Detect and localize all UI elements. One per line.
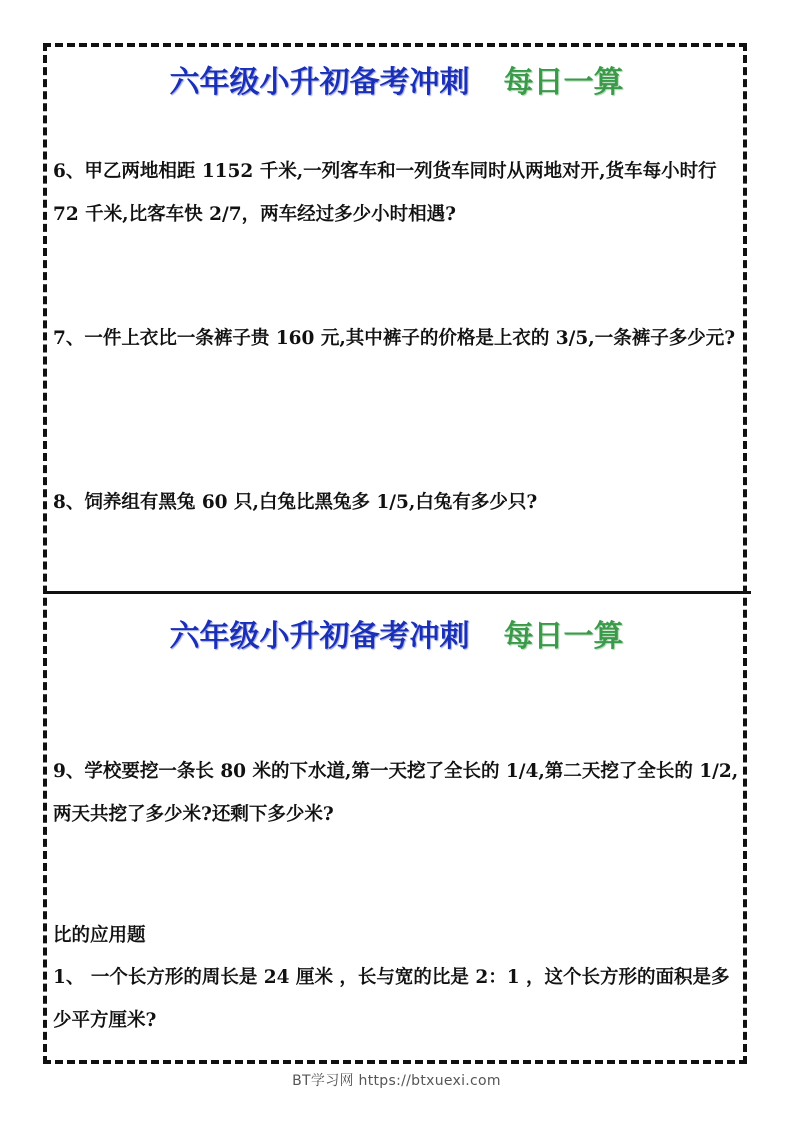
- question-6: 6、甲乙两地相距 1152 千米,一列客车和一列货车同时从两地对开,货车每小时行 72 千米,比客车快 2/7，两车经过多少小时相遇?: [53, 161, 717, 225]
- card1-title-sub: 每日一算: [503, 65, 624, 100]
- question-7: 7、一件上衣比一条裤子贵 160 元,其中裤子的价格是上衣的 3/5,一条裤子多少元?: [53, 328, 736, 349]
- card-divider: [43, 591, 751, 594]
- question-8: 8、饲养组有黑兔 60 只,白兔比黑兔多 1/5,白兔有多少只?: [53, 492, 538, 513]
- card1-title-row: [0, 54, 793, 104]
- card1-title-main: 六年级小升初备考冲刺: [169, 65, 470, 100]
- ratio-question-1: 1、 一个长方形的周长是 24 厘米 ，长与宽的比是 2：1 ，这个长方形的面积是多少平方厘米?: [53, 967, 730, 1031]
- footer-watermark: BT学习网 https://btxuexi.com: [292, 1073, 501, 1089]
- card2-title-row: [0, 608, 793, 658]
- card2-title-sub: 每日一算: [503, 619, 624, 654]
- card2-title-main: 六年级小升初备考冲刺: [169, 619, 470, 654]
- section-heading-ratio: 比的应用题: [53, 925, 146, 946]
- question-9: 9、学校要挖一条长 80 米的下水道,第一天挖了全长的 1/4,第二天挖了全长的 1/2,两天共挖了多少米?还剩下多少米?: [53, 761, 739, 825]
